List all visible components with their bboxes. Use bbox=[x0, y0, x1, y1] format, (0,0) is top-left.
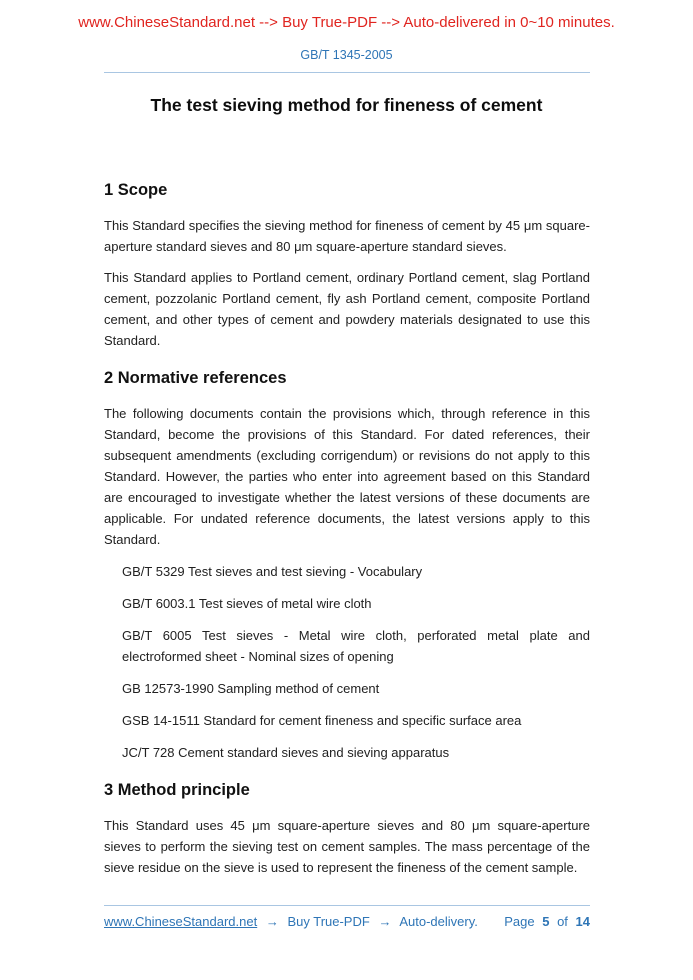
reference-item: GB/T 6003.1 Test sieves of metal wire cloth bbox=[122, 596, 372, 611]
reference-item: GB/T 5329 Test sieves and test sieving - Vocabulary bbox=[122, 564, 423, 579]
footer-buy-text: Buy True-PDF bbox=[287, 914, 370, 929]
footer-promo bbox=[104, 913, 483, 930]
total-page-count: 14 bbox=[575, 914, 590, 929]
arrow-right-icon: → bbox=[265, 914, 279, 929]
reference-item: GB 12573-1990 Sampling method of cement bbox=[122, 681, 380, 696]
top-banner bbox=[0, 0, 693, 32]
doc-code: GB/T 1345-2005 bbox=[300, 48, 393, 62]
of-label: of bbox=[557, 914, 568, 929]
document-title: The test sieving method for fineness of cement bbox=[150, 95, 543, 115]
reference-item: JC/T 728 Cement standard sieves and sieving apparatus bbox=[122, 745, 450, 760]
page-footer bbox=[104, 905, 590, 930]
reference-item: GB/T 6005 Test sieves - Metal wire cloth, perforated metal plate and electroformed sheet - Nominal sizes of opening bbox=[122, 628, 590, 664]
footer-site-link[interactable]: www.ChineseStandard.net bbox=[104, 914, 258, 929]
document-body bbox=[104, 179, 590, 878]
arrow-right-icon: → bbox=[378, 914, 392, 929]
paragraph-scope-1: This Standard specifies the sieving method for fineness of cement by 45 μm square-aperture standard sieves and 80 μm square-aperture standard sieves. bbox=[104, 218, 590, 254]
reference-item: GSB 14-1511 Standard for cement fineness and specific surface area bbox=[122, 713, 522, 728]
section-heading-method-principle: 3 Method principle bbox=[104, 781, 250, 799]
footer-delivery-text: Auto-delivery. bbox=[399, 914, 478, 929]
section-heading-scope: 1 Scope bbox=[104, 181, 168, 199]
section-heading-normative-references: 2 Normative references bbox=[104, 369, 287, 387]
header-divider bbox=[104, 72, 590, 73]
current-page-number: 5 bbox=[542, 914, 550, 929]
top-banner-text: www.ChineseStandard.net --> Buy True-PDF --> Auto-delivered in 0~10 minutes. bbox=[78, 14, 615, 31]
paragraph-scope-2: This Standard applies to Portland cement, ordinary Portland cement, slag Portland cement, pozzolanic Portland cement, fly ash Portland cement, composite Portland cement, and other types of cement and powdery materials designated to use this Standard. bbox=[104, 270, 590, 348]
paragraph-method-principle: This Standard uses 45 μm square-aperture sieves and 80 μm square-aperture sieves to perform the sieving test on cement samples. The mass percentage of the sieve residue on the sieve is used to represent the fineness of the cement sample. bbox=[104, 818, 590, 875]
paragraph-normative-references: The following documents contain the provisions which, through reference in this Standard, become the provisions of this Standard. For dated references, their subsequent amendments (excluding corrigendum) or revisions do not apply to this Standard. However, the parties who enter into agreement based on this Standard are encouraged to investigate whether the latest versions of these documents are applicable. For undated reference documents, the latest versions apply to this Standard. bbox=[104, 406, 590, 547]
page-label: Page bbox=[504, 914, 535, 929]
page-indicator bbox=[500, 913, 590, 930]
